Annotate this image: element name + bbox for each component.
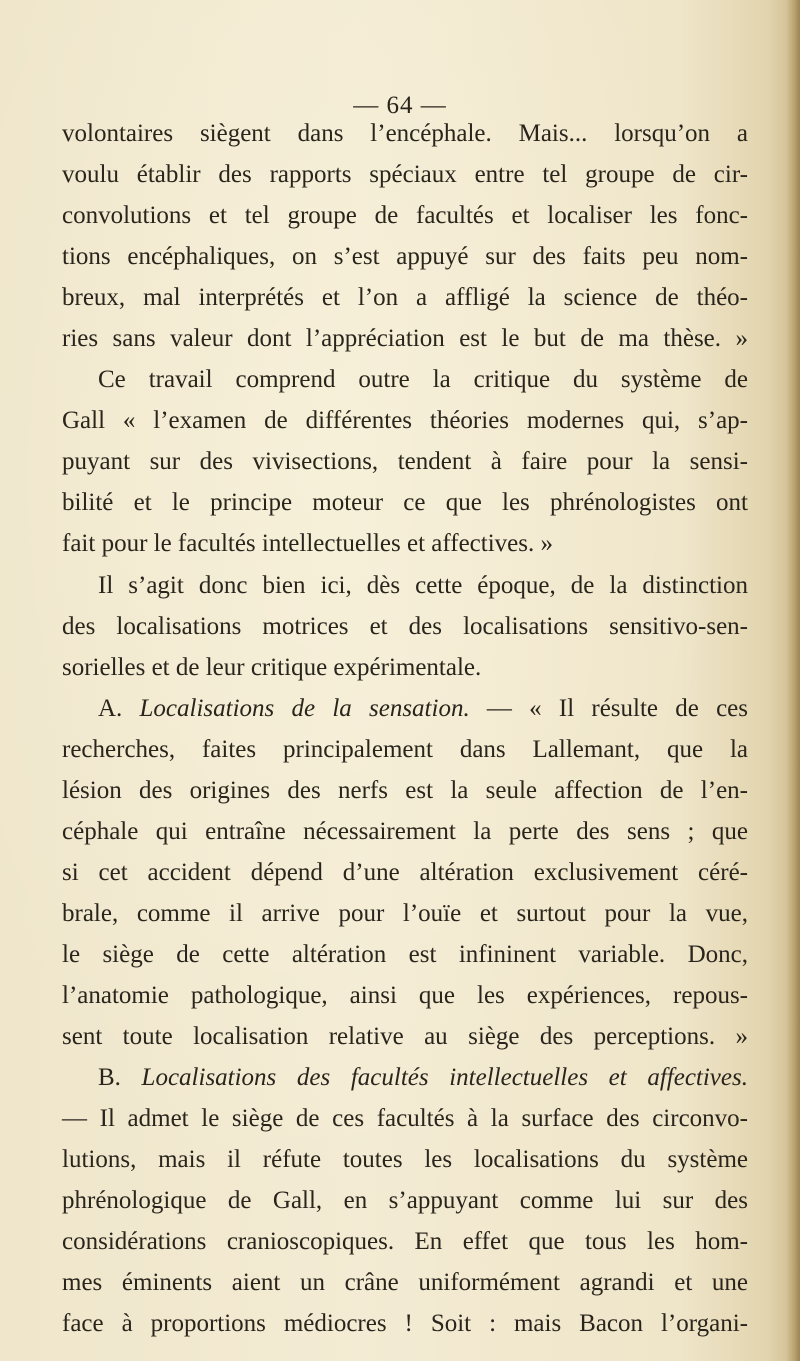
section-heading-line <box>62 688 748 729</box>
text-line: brale, comme il arrive pour l’ouïe et surtout pour la vue, <box>62 899 748 927</box>
section-heading: Localisations de la sensation. <box>139 694 470 722</box>
text-line: phrénologique de Gall, en s’appuyant comme lui sur des <box>62 1187 748 1215</box>
section-heading-line <box>62 1057 748 1098</box>
page-edge-shadow <box>786 0 800 1361</box>
text-line: céphale qui entraîne nécessairement la perte des sens ; que <box>62 817 748 845</box>
text-line: face à proportions médiocres ! Soit : mais Bacon l’organi- <box>62 1310 748 1338</box>
text-line: puyant sur des vivisections, tendent à faire pour la sensi- <box>62 448 748 476</box>
text-line: Ce travail comprend outre la critique du système de <box>98 366 748 394</box>
text-line: sent toute localisation relative au siège des perceptions. » <box>62 1023 748 1051</box>
text-line: lésion des origines des nerfs est la seule affection de l’en- <box>62 776 748 804</box>
text-line: breux, mal interprétés et l’on a affligé la science de théo- <box>62 284 748 312</box>
text-line: mes éminents aient un crâne uniformément agrandi et une <box>62 1269 748 1297</box>
text-line: recherches, faites principalement dans Lallemant, que la <box>62 735 748 763</box>
text-line: considérations cranioscopiques. En effet que tous les hom- <box>62 1228 748 1256</box>
text-line: des localisations motrices et des localisations sensitivo-sen- <box>62 612 748 640</box>
section-letter: A. <box>98 694 140 722</box>
section-heading-tail: — « Il résulte de ces <box>469 694 748 722</box>
text-line: Gall « l’examen de différentes théories modernes qui, s’ap- <box>62 407 748 435</box>
text-line: Il s’agit donc bien ici, dès cette époque, de la distinction <box>98 571 748 599</box>
text-line: convolutions et tel groupe de facultés et localiser les fonc- <box>62 202 748 230</box>
section-letter: B. <box>98 1064 142 1092</box>
body-text <box>62 113 748 1344</box>
text-line: tions encéphaliques, on s’est appuyé sur des faits peu nom- <box>62 243 748 271</box>
text-line: — Il admet le siège de ces facultés à la surface des circonvo- <box>62 1105 748 1133</box>
text-line: si cet accident dépend d’une altération exclusivement céré- <box>62 858 748 886</box>
text-line: sorielles et de leur critique expérimentale. <box>62 653 482 681</box>
text-line: bilité et le principe moteur ce que les phrénologistes ont <box>62 489 748 517</box>
text-line: le siège de cette altération est infininent variable. Donc, <box>62 940 748 968</box>
text-line: lutions, mais il réfute toutes les localisations du système <box>62 1146 748 1174</box>
page-number: — 64 — <box>353 92 447 119</box>
text-line: volontaires siègent dans l’encéphale. Mais... lorsqu’on a <box>62 120 748 147</box>
text-line: voulu établir des rapports spéciaux entre tel groupe de cir- <box>62 161 748 189</box>
text-line: l’anatomie pathologique, ainsi que les expériences, repous- <box>62 981 748 1009</box>
text-line: ries sans valeur dont l’appréciation est le but de ma thèse. » <box>62 325 748 353</box>
text-line: fait pour le facultés intellectuelles et affectives. » <box>62 530 553 558</box>
section-heading: Localisations des facultés intellectuelles et affectives. <box>141 1064 748 1092</box>
